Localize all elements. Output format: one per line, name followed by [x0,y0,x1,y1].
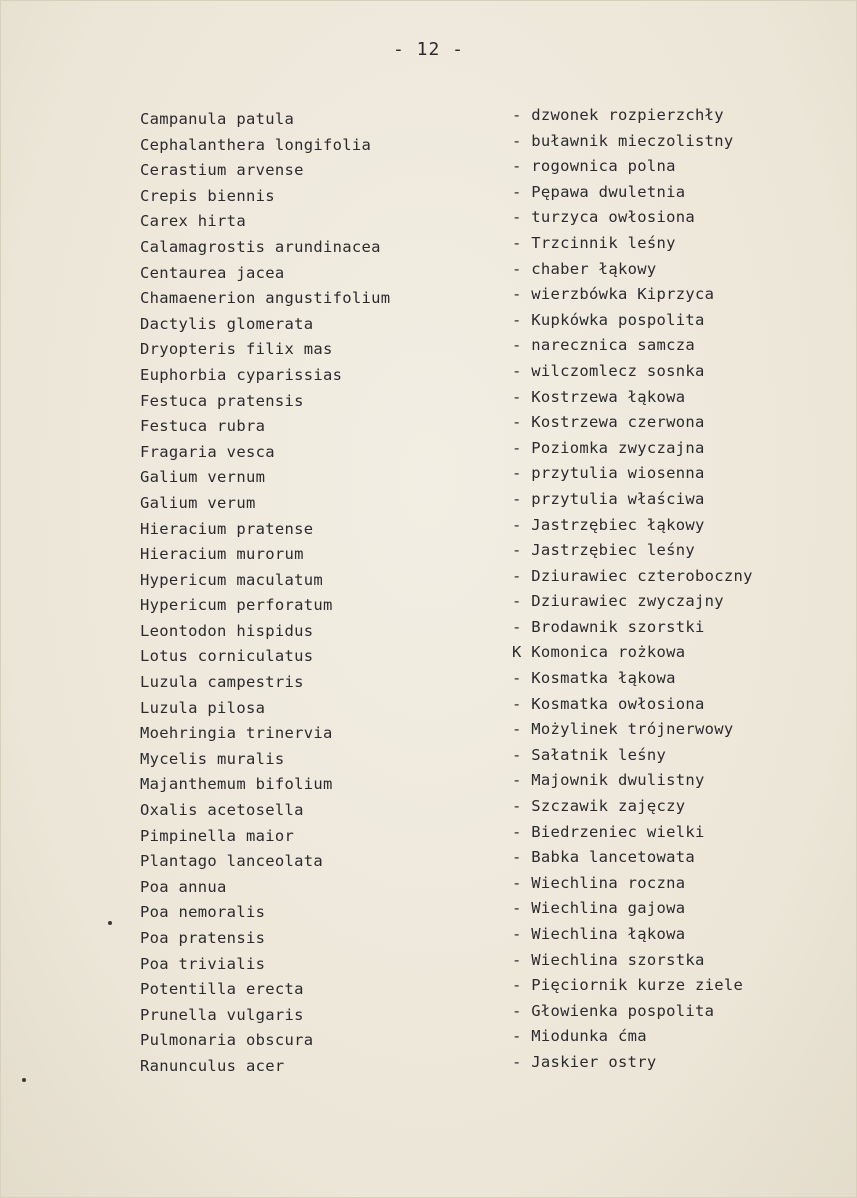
polish-name: - Kupkówka pospolita [512,310,705,329]
polish-name: - Jaskier ostry [512,1052,657,1071]
polish-name: - dzwonek rozpierzchły [512,106,724,124]
polish-names-list [512,103,753,1076]
polish-name: - Jastrzębiec łąkowy [512,515,705,534]
latin-name: Potentilla erecta [140,980,304,999]
polish-name: - Babka lancetowata [512,848,696,867]
polish-name: - Kosmatka owłosiona [512,694,705,713]
polish-name: - Głowienka pospolita [512,1001,715,1020]
polish-name: - rogownica polna [512,157,676,176]
polish-name: - Sałatnik leśny [512,745,667,764]
latin-name: Cerastium arvense [140,161,304,180]
latin-name: Galium vernum [140,468,266,487]
latin-name: Festuca pratensis [140,391,304,410]
latin-name: Leontodon hispidus [140,621,314,640]
polish-name: - wierzbówka Kiprzyca [512,285,715,304]
polish-name: K Komonica rożkowa [512,643,686,662]
latin-name: Majanthemum bifolium [140,775,333,794]
latin-name: Dryopteris filix mas [140,340,333,359]
latin-name: Luzula campestris [140,673,304,692]
polish-name: - Miodunka ćma [512,1027,647,1046]
latin-name: Cephalanthera longifolia [140,135,372,154]
latin-name: Luzula pilosa [140,698,266,717]
polish-name: - Biedrzeniec wielki [512,822,705,841]
latin-name: Ranunculus acer [140,1056,285,1075]
latin-name: Hieracium murorum [140,545,304,564]
polish-name: - chaber łąkowy [512,259,657,278]
polish-name: - Trzcinnik leśny [512,233,676,252]
latin-name: Pimpinella maior [140,826,295,845]
latin-name: Oxalis acetosella [140,801,304,820]
latin-name: Calamagrostis arundinacea [140,237,381,256]
latin-name: Poa trivialis [140,954,266,973]
paper-speck [22,1078,26,1082]
polish-name: - Pięciornik kurze ziele [512,976,744,995]
polish-name: - buławnik mieczolistny [512,131,734,150]
latin-name: Hypericum perforatum [140,596,333,615]
latin-name: Moehringia trinervia [140,724,333,743]
latin-name: Centaurea jacea [140,263,285,282]
latin-name: Plantago lanceolata [140,852,324,871]
polish-name: - Poziomka zwyczajna [512,438,705,457]
polish-name: - Kostrzewa łąkowa [512,387,686,406]
polish-name: - Wiechlina łąkowa [512,925,686,943]
latin-name: Euphorbia cyparissias [140,365,343,384]
latin-name: Poa pratensis [140,929,266,947]
polish-name: - Kosmatka łąkowa [512,669,676,688]
polish-name: - Majownik dwulistny [512,771,705,790]
latin-name: Galium verum [140,493,256,512]
latin-name: Chamaenerion angustifolium [140,289,391,308]
polish-name: - Dziurawiec czteroboczny [512,566,753,585]
latin-name: Prunella vulgaris [140,1005,304,1024]
polish-name: - Pępawa dwuletnia [512,182,686,201]
latin-name: Poa annua [140,877,227,896]
polish-name: - Możylinek trójnerwowy [512,720,734,739]
latin-names-list [140,107,390,1080]
latin-name: Crepis biennis [140,186,275,205]
polish-name: - Dziurawiec zwyczajny [512,592,724,611]
latin-name: Fragaria vesca [140,442,275,461]
polish-name: - Brodawnik szorstki [512,617,705,636]
polish-name: - Kostrzewa czerwona [512,413,705,432]
polish-name: - turzyca owłosiona [512,208,696,227]
polish-name: - Jastrzębiec leśny [512,541,696,560]
latin-name: Poa nemoralis [140,903,266,922]
page-number: - 12 - [392,39,465,60]
polish-name: - narecznica samcza [512,336,696,355]
polish-name: - Wiechlina gajowa [512,899,686,918]
latin-name: Pulmonaria obscura [140,1031,314,1050]
latin-name: Mycelis muralis [140,749,285,768]
polish-name: - przytulia wiosenna [512,464,705,483]
polish-name: - Wiechlina roczna [512,873,686,892]
latin-name: Campanula patula [140,110,295,128]
polish-name: - Szczawik zajęczy [512,797,686,816]
latin-name: Hypericum maculatum [140,570,324,589]
latin-name: Carex hirta [140,212,246,231]
latin-name: Dactylis glomerata [140,314,314,333]
latin-name: Lotus corniculatus [140,647,314,666]
polish-name: - wilczomlecz sosnka [512,361,705,380]
polish-name: - przytulia właściwa [512,489,705,508]
latin-name: Festuca rubra [140,417,266,436]
latin-name: Hieracium pratense [140,519,314,538]
paper-speck [108,921,112,925]
polish-name: - Wiechlina szorstka [512,950,705,969]
